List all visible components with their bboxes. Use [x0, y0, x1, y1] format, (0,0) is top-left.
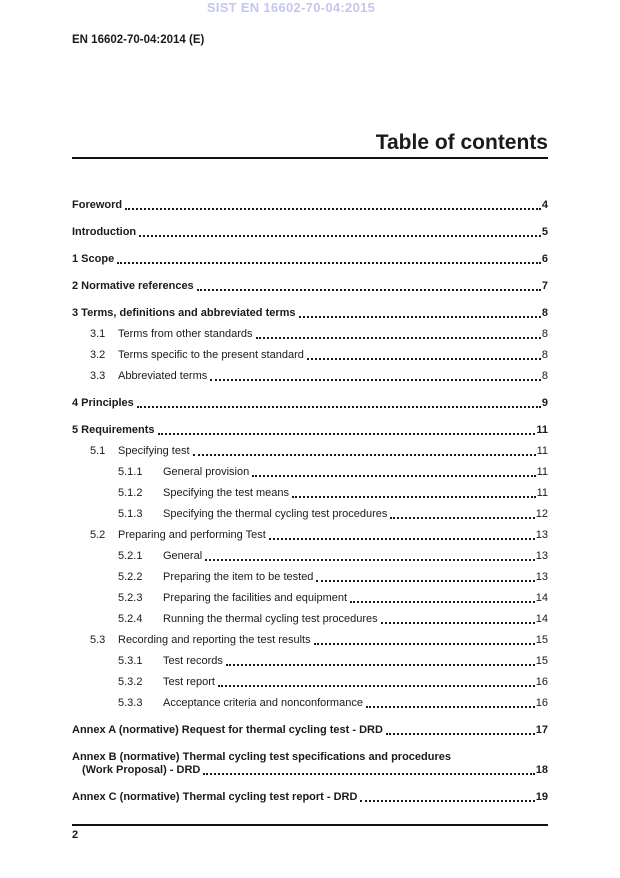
table-of-contents: [72, 199, 548, 804]
toc-entry-number: 5.2.3: [118, 592, 143, 604]
page-footer: [72, 824, 548, 842]
toc-entry: [72, 424, 548, 437]
toc-entry-title: 1 Scope: [72, 253, 115, 265]
toc-entry-title: Preparing and performing Test: [118, 529, 266, 541]
toc-entry-title: 2 Normative references: [72, 280, 194, 292]
toc-entry-title: General provision: [163, 466, 250, 478]
toc-page-number: 11: [536, 424, 548, 436]
toc-entry: [72, 571, 548, 584]
toc-entry: [72, 226, 548, 239]
dot-leader: [205, 559, 535, 561]
document-id: EN 16602-70-04:2014 (E): [72, 34, 205, 46]
toc-page-number: 8: [541, 370, 548, 382]
dot-leader: [292, 496, 536, 498]
toc-entry-title: (Work Proposal) - DRD: [82, 764, 201, 776]
dot-leader: [158, 433, 536, 435]
dot-leader: [366, 706, 535, 708]
toc-entry: [72, 397, 548, 410]
dot-leader: [139, 235, 541, 237]
dot-leader: [252, 475, 535, 477]
toc-page-number: 15: [535, 634, 548, 646]
toc-entry-number: 5.1.2: [118, 487, 143, 499]
toc-page-number: 13: [535, 529, 548, 541]
toc-entry: [72, 724, 548, 737]
dot-leader: [125, 208, 541, 210]
toc-entry: [72, 487, 548, 500]
page-title: Table of contents: [375, 131, 548, 154]
toc-page-number: 7: [541, 280, 548, 292]
toc-entry-title: Running the thermal cycling test procedures: [163, 613, 378, 625]
toc-page-number: 17: [535, 724, 548, 736]
dot-leader: [117, 262, 541, 264]
toc-entry-title: Preparing the item to be tested: [163, 571, 314, 583]
toc-entry-title: Foreword: [72, 199, 123, 211]
toc-entry-title: Preparing the facilities and equipment: [163, 592, 348, 604]
toc-entry-title: 3 Terms, definitions and abbreviated terms: [72, 307, 296, 319]
toc-entry-title: Annex C (normative) Thermal cycling test report - DRD: [72, 791, 358, 803]
toc-page-number: 9: [541, 397, 548, 409]
footer-rule: [72, 824, 548, 826]
toc-entry: [72, 592, 548, 605]
toc-entry-title: 4 Principles: [72, 397, 134, 409]
toc-entry-title: Test records: [163, 655, 223, 667]
toc-entry: [72, 280, 548, 293]
toc-entry-title: Introduction: [72, 226, 137, 238]
toc-page-number: 13: [535, 571, 548, 583]
dot-leader: [256, 337, 541, 339]
dot-leader: [307, 358, 541, 360]
dot-leader: [193, 454, 536, 456]
toc-entry-number: 5.2.1: [118, 550, 143, 562]
toc-entry-title: Specifying the thermal cycling test procedures: [163, 508, 388, 520]
toc-entry-number: 5.3.2: [118, 676, 143, 688]
toc-page-number: 4: [541, 199, 548, 211]
toc-page-number: 8: [541, 328, 548, 340]
toc-entry: [72, 676, 548, 689]
toc-page-number: 18: [535, 764, 548, 776]
toc-page-number: 11: [536, 487, 548, 499]
toc-entry: [72, 613, 548, 626]
toc-entry-number: 5.1.1: [118, 466, 143, 478]
toc-entry-number: 5.3: [90, 634, 106, 646]
toc-page-number: 15: [535, 655, 548, 667]
toc-entry-number: 5.2.2: [118, 571, 143, 583]
toc-page-number: 14: [535, 613, 548, 625]
dot-leader: [203, 773, 534, 775]
toc-entry-title: 5 Requirements: [72, 424, 155, 436]
toc-entry-number: 3.3: [90, 370, 106, 382]
toc-page-number: 5: [541, 226, 548, 238]
dot-leader: [350, 601, 535, 603]
toc-page-number: 11: [536, 445, 548, 457]
toc-entry-title: Recording and reporting the test results: [118, 634, 311, 646]
toc-page-number: 11: [536, 466, 548, 478]
toc-entry: [72, 655, 548, 668]
toc-entry-number: 5.1.3: [118, 508, 143, 520]
toc-entry: [72, 791, 548, 804]
toc-entry: [72, 550, 548, 563]
toc-entry-title: Abbreviated terms: [118, 370, 208, 382]
dot-leader: [210, 379, 541, 381]
toc-entry-title: Test report: [163, 676, 215, 688]
dot-leader: [381, 622, 535, 624]
toc-entry-number: 5.1: [90, 445, 106, 457]
title-block: [72, 132, 548, 159]
toc-entry: [72, 466, 548, 479]
toc-entry-title: Terms from other standards: [118, 328, 253, 340]
dot-leader: [360, 800, 534, 802]
dot-leader: [197, 289, 541, 291]
toc-page-number: 8: [541, 307, 548, 319]
toc-entry: [72, 508, 548, 521]
toc-page-number: 19: [535, 791, 548, 803]
toc-entry-title: Annex A (normative) Request for thermal cycling test - DRD: [72, 724, 383, 736]
toc-page-number: 16: [535, 676, 548, 688]
toc-page-number: 8: [541, 349, 548, 361]
toc-page-number: 12: [535, 508, 548, 520]
toc-entry-number: 5.3.1: [118, 655, 143, 667]
dot-leader: [218, 685, 535, 687]
toc-entry: [72, 328, 548, 341]
toc-entry-title: Specifying the test means: [163, 487, 289, 499]
toc-entry: [72, 307, 548, 320]
watermark-header: SIST EN 16602-70-04:2015: [206, 0, 376, 15]
toc-page-number: 16: [535, 697, 548, 709]
toc-entry-number: 5.2.4: [118, 613, 143, 625]
dot-leader: [316, 580, 534, 582]
toc-entry-title: Acceptance criteria and nonconformance: [163, 697, 363, 709]
dot-leader: [386, 733, 535, 735]
dot-leader: [390, 517, 534, 519]
toc-entry: [72, 253, 548, 266]
toc-entry: [72, 199, 548, 212]
dot-leader: [299, 316, 541, 318]
toc-entry-number: 5.3.3: [118, 697, 143, 709]
toc-page-number: 14: [535, 592, 548, 604]
toc-entry: [72, 445, 548, 458]
dot-leader: [226, 664, 535, 666]
dot-leader: [137, 406, 541, 408]
toc-entry: [72, 349, 548, 362]
toc-entry-number: 3.2: [90, 349, 106, 361]
toc-entry: [72, 764, 548, 777]
toc-page-number: 6: [541, 253, 548, 265]
toc-entry: [72, 697, 548, 710]
toc-entry-title-line1: Annex B (normative) Thermal cycling test specifications and procedures: [72, 751, 451, 763]
toc-entry: [72, 529, 548, 542]
page-number: 2: [72, 829, 79, 841]
toc-entry-title: General: [163, 550, 203, 562]
toc-entry-number: 3.1: [90, 328, 106, 340]
toc-entry-title: Terms specific to the present standard: [118, 349, 304, 361]
toc-page-number: 13: [535, 550, 548, 562]
toc-entry-title: Specifying test: [118, 445, 190, 457]
dot-leader: [269, 538, 535, 540]
toc-entry-number: 5.2: [90, 529, 106, 541]
toc-entry: [72, 634, 548, 647]
toc-entry: [72, 370, 548, 383]
dot-leader: [314, 643, 535, 645]
